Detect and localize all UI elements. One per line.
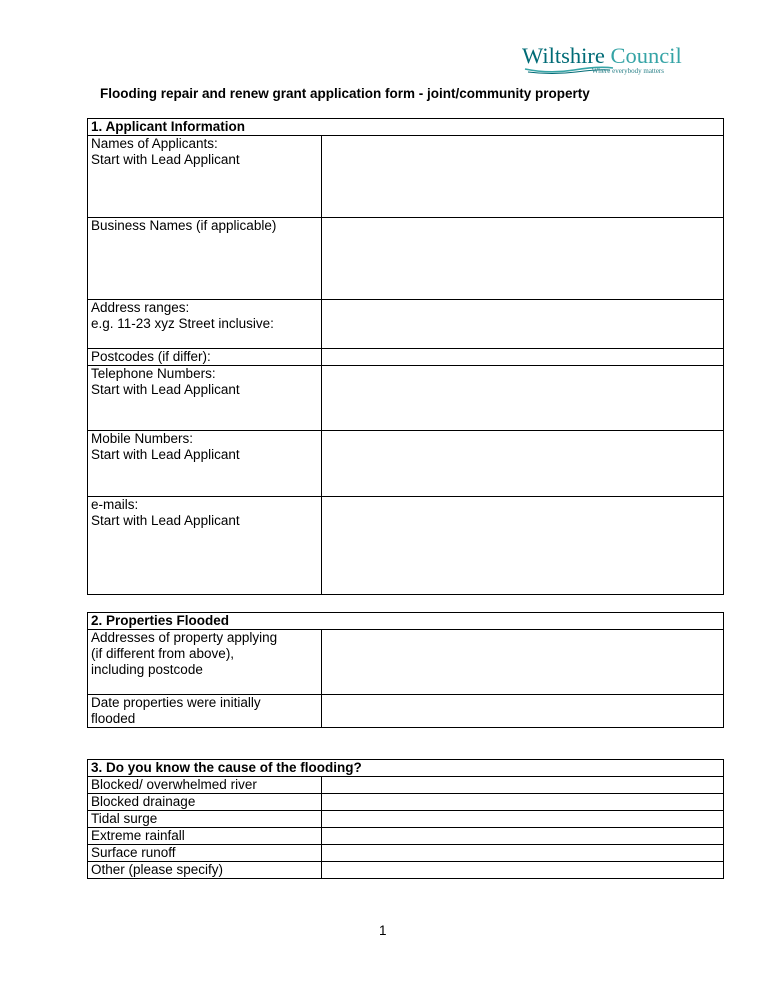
cause-drainage-label: Blocked drainage xyxy=(88,794,322,811)
label-line: Start with Lead Applicant xyxy=(91,152,240,167)
section1-heading: 1. Applicant Information xyxy=(88,119,724,136)
telephone-numbers-field[interactable] xyxy=(322,366,724,431)
telephone-numbers-label xyxy=(88,366,322,431)
business-names-label xyxy=(88,218,322,300)
cause-tidal-field[interactable] xyxy=(322,811,724,828)
properties-flooded-table xyxy=(87,612,724,728)
label-line: Postcodes (if differ): xyxy=(91,349,211,364)
address-ranges-field[interactable] xyxy=(322,300,724,349)
cause-rainfall-field[interactable] xyxy=(322,828,724,845)
logo-name-part1: Wiltshire xyxy=(522,43,605,68)
document-title: Flooding repair and renew grant application form - joint/community property xyxy=(100,86,590,101)
emails-field[interactable] xyxy=(322,497,724,595)
cause-runoff-field[interactable] xyxy=(322,845,724,862)
address-ranges-label xyxy=(88,300,322,349)
label-line: Start with Lead Applicant xyxy=(91,447,240,462)
section3-heading: 3. Do you know the cause of the flooding? xyxy=(88,760,724,777)
cause-tidal-label: Tidal surge xyxy=(88,811,322,828)
emails-label xyxy=(88,497,322,595)
flood-date-label xyxy=(88,695,322,728)
page-number: 1 xyxy=(379,923,387,938)
logo-name-part2: Council xyxy=(610,43,682,68)
label-line: e-mails: xyxy=(91,497,139,512)
property-addresses-label xyxy=(88,630,322,695)
names-of-applicants-label xyxy=(88,136,322,218)
label-line: Names of Applicants: xyxy=(91,136,218,151)
flood-date-field[interactable] xyxy=(322,695,724,728)
cause-river-field[interactable] xyxy=(322,777,724,794)
label-line: Business Names (if applicable) xyxy=(91,218,277,233)
postcodes-label xyxy=(88,349,322,366)
flood-cause-table xyxy=(87,759,724,879)
wiltshire-council-logo xyxy=(522,43,682,80)
applicant-information-table xyxy=(87,118,724,595)
names-of-applicants-field[interactable] xyxy=(322,136,724,218)
label-line: flooded xyxy=(91,711,136,726)
label-line: including postcode xyxy=(91,662,203,677)
label-line: Start with Lead Applicant xyxy=(91,382,240,397)
cause-drainage-field[interactable] xyxy=(322,794,724,811)
label-line: Start with Lead Applicant xyxy=(91,513,240,528)
property-addresses-field[interactable] xyxy=(322,630,724,695)
label-line: Date properties were initially xyxy=(91,695,261,710)
label-line: Mobile Numbers: xyxy=(91,431,194,446)
logo-tagline: Where everybody matters xyxy=(591,67,664,75)
cause-runoff-label: Surface runoff xyxy=(88,845,322,862)
mobile-numbers-label xyxy=(88,431,322,497)
label-line: (if different from above), xyxy=(91,646,235,661)
label-line: Address ranges: xyxy=(91,300,190,315)
label-line: Telephone Numbers: xyxy=(91,366,216,381)
postcodes-field[interactable] xyxy=(322,349,724,366)
cause-rainfall-label: Extreme rainfall xyxy=(88,828,322,845)
mobile-numbers-field[interactable] xyxy=(322,431,724,497)
cause-other-label: Other (please specify) xyxy=(88,862,322,879)
section2-heading: 2. Properties Flooded xyxy=(88,613,724,630)
label-line: Addresses of property applying xyxy=(91,630,278,645)
cause-river-label: Blocked/ overwhelmed river xyxy=(88,777,322,794)
cause-other-field[interactable] xyxy=(322,862,724,879)
label-line: e.g. 11-23 xyz Street inclusive: xyxy=(91,316,274,331)
business-names-field[interactable] xyxy=(322,218,724,300)
